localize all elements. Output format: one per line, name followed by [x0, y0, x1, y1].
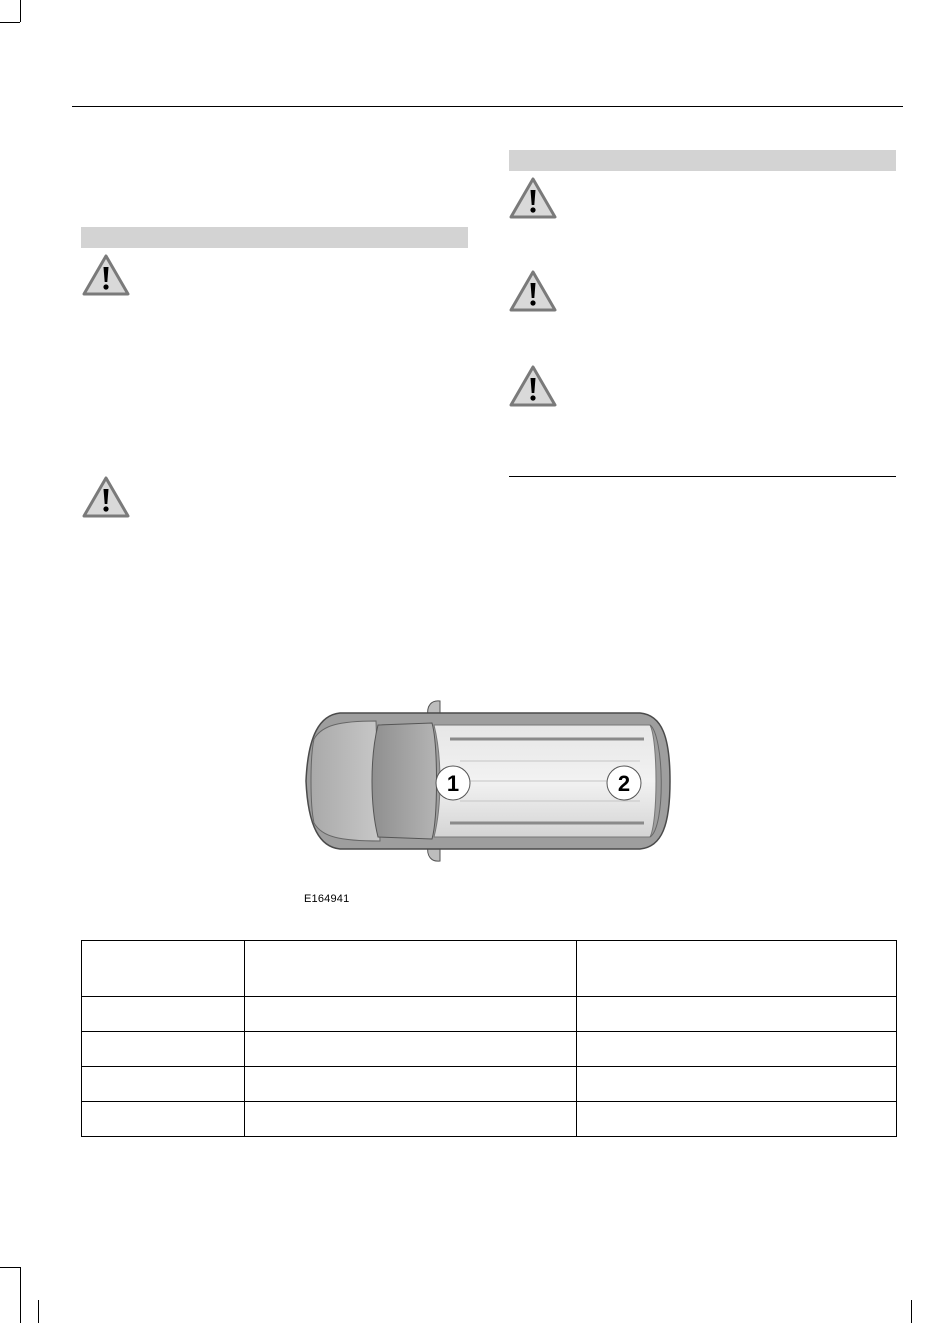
table-cell	[245, 1032, 577, 1067]
table-cell	[577, 1032, 897, 1067]
warning-triangle-icon	[508, 269, 558, 313]
table-row	[82, 1067, 897, 1102]
crop-mark-bottom-left-tick	[38, 1300, 39, 1323]
table-row	[82, 997, 897, 1032]
crop-mark-top-left-v	[20, 0, 21, 22]
header-rule	[72, 106, 903, 107]
table-cell	[82, 1067, 245, 1102]
table-cell	[577, 1067, 897, 1102]
figure-id: E164941	[304, 893, 350, 905]
callout-1: 1	[446, 771, 460, 796]
table-header-row	[82, 941, 897, 997]
table-cell	[245, 941, 577, 997]
table-cell	[82, 1032, 245, 1067]
table-cell	[82, 1102, 245, 1137]
table-row	[82, 1032, 897, 1067]
warning-triangle-icon	[508, 176, 558, 220]
table-cell	[82, 997, 245, 1032]
crop-mark-bottom-right-tick	[911, 1300, 912, 1323]
callout-2: 2	[617, 771, 631, 796]
table-cell	[245, 1067, 577, 1102]
table-cell	[245, 1102, 577, 1137]
warning-triangle-icon	[508, 364, 558, 408]
specification-table	[81, 940, 897, 1137]
warning-triangle-icon	[81, 253, 131, 297]
table-cell	[577, 1102, 897, 1137]
table-cell	[577, 941, 897, 997]
warning-bar-right	[509, 150, 896, 171]
vehicle-top-view-illustration	[300, 695, 674, 867]
table-cell	[577, 997, 897, 1032]
table-cell	[245, 997, 577, 1032]
crop-mark-top-left-h	[0, 22, 20, 23]
crop-mark-bottom-left-h	[0, 1267, 20, 1268]
crop-mark-bottom-left-v	[20, 1267, 21, 1323]
table-cell	[82, 941, 245, 997]
section-end-rule	[509, 476, 896, 477]
table-row	[82, 1102, 897, 1137]
warning-triangle-icon	[81, 475, 131, 519]
warning-bar-left	[81, 227, 468, 248]
